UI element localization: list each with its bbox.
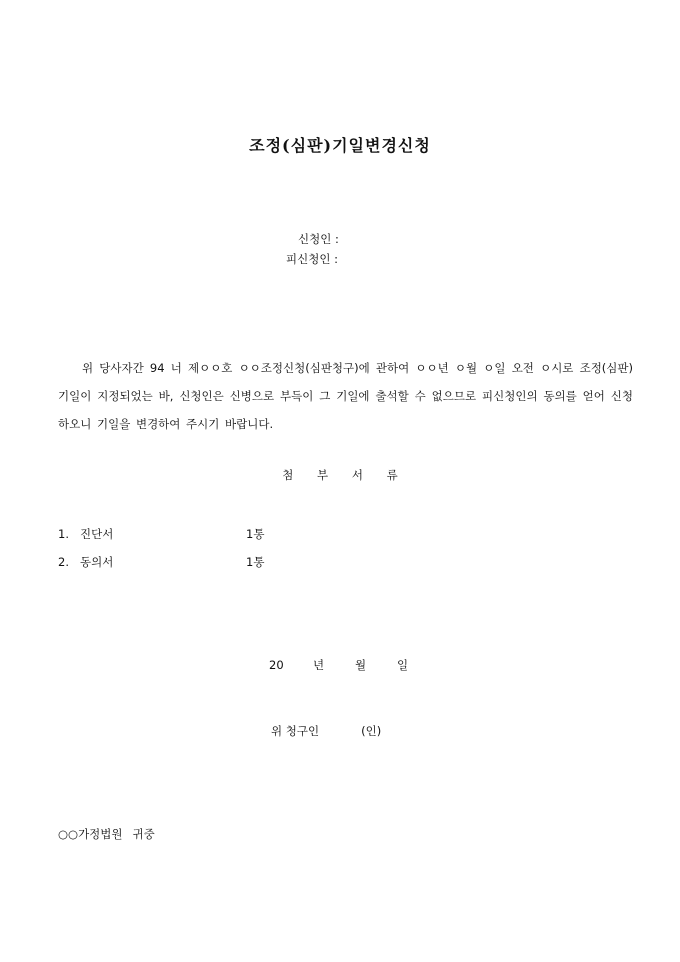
respondent-label: 피신청인 : (286, 252, 338, 266)
attachments-heading: 첨 부 서 류 (282, 468, 398, 482)
date-year-unit: 년 (313, 658, 325, 672)
parties-block (286, 229, 339, 269)
attachment-item-consent (58, 548, 358, 576)
signer-line (271, 723, 381, 739)
seal-mark: (인) (361, 724, 382, 738)
attachment-number: 1. (58, 527, 69, 541)
attachments-list (58, 520, 358, 576)
attachment-name: 동의서 (80, 555, 114, 569)
attachment-number: 2. (58, 555, 69, 569)
attachment-quantity: 1통 (246, 555, 265, 569)
date-day-unit: 일 (397, 658, 409, 672)
attachment-name: 진단서 (80, 527, 114, 541)
document-title: 조정(심판)기일변경신청 (249, 136, 431, 155)
attachment-item-diagnosis (58, 520, 358, 548)
filing-date-line (269, 657, 408, 673)
date-month-unit: 월 (355, 658, 367, 672)
date-year-prefix: 20 (269, 658, 284, 672)
applicant-label: 신청인 : (298, 232, 339, 246)
request-body-text: 위 당사자간 94 너 제ㅇㅇ호 ㅇㅇ조정신청(심판청구)에 관하여 ㅇㅇ년 ㅇ월 ㅇ일 오전 ㅇ시로 조정(심판)기일이 지정되었는 바, 신청인은 신병으로 부득이 그 기일에 출석할 수 없으므로 피신청인의 동의를 얻어 신청하오니 기일을 변경하여 주시기 바랍니다. (58, 361, 633, 431)
addressee-court (58, 826, 155, 842)
attachment-quantity: 1통 (246, 527, 265, 541)
court-honorific: 귀중 (132, 827, 155, 841)
court-name: ○○가정법원 (58, 827, 123, 841)
signer-label: 위 청구인 (271, 724, 320, 738)
